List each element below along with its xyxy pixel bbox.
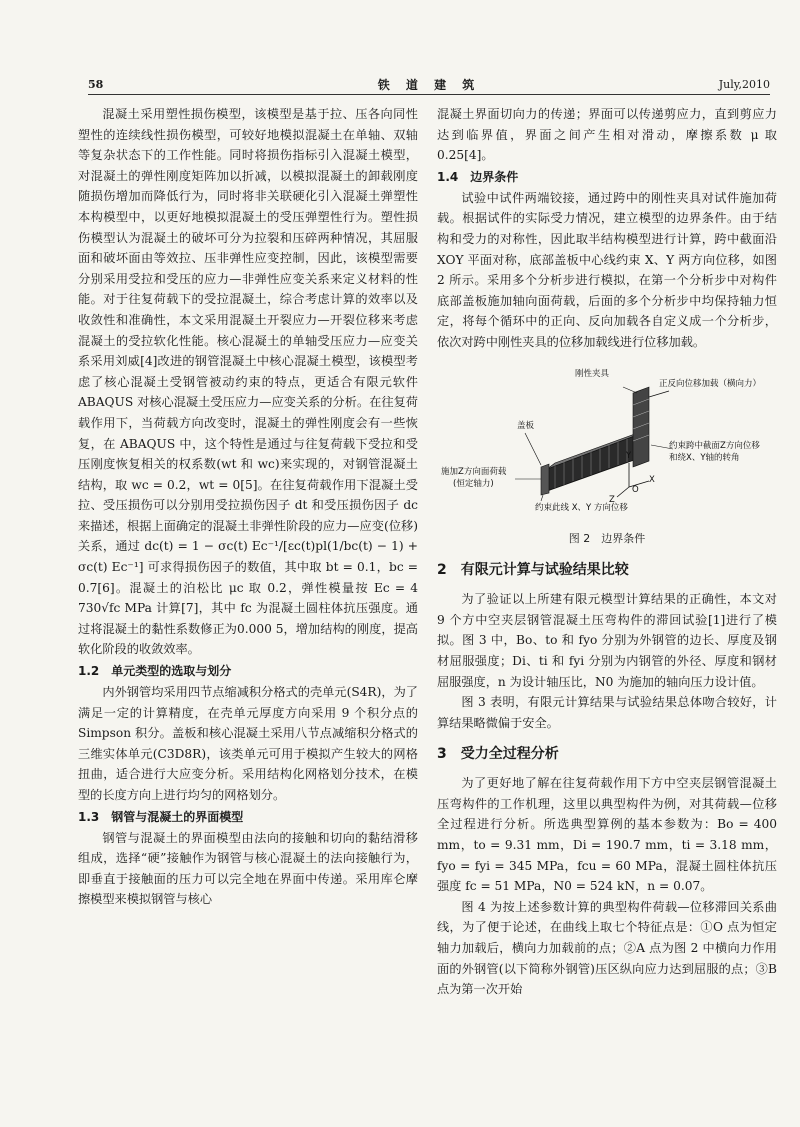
paragraph-boundary: 试验中试件两端铰接，通过跨中的刚性夹具对试件施加荷载。根据试件的实际受力情况，建立模型的边界条件。由于结构和受力的对称性，因此取半结构模型进行计算，跨中截面沿 XOY 平面对称，底部盖板中心线约束 X、Y 两方向位移，如图 2 所示。采用多个分析步进行模拟，在第一个分析步中对构件底部盖板施加轴向面荷载，后面的多个分析步中均保持轴力恒定，将每个循环中的正向、反向加载各自定义成一个分析步，依次对跨中刚性夹具的位移加载线进行位移加载。: [437, 190, 777, 349]
heading-1-2: 1.2 单元类型的选取与划分: [78, 664, 232, 679]
axis-x-label: X: [649, 474, 655, 485]
paragraph-validation: 为了验证以上所建有限元模型计算结果的正确性，本文对 9 个方中空夹层钢管混凝土压弯构件的滞回试验[1]进行了模拟。图 3 中，Bo、to 和 fyo 分别为外钢管的边长、厚度及钢材屈服强度；Di、ti 和 fyi 分别为内钢管的外径、厚度和钢材屈服强度，n 为设计轴压比，N0 为施加的轴向压力设计值。: [437, 592, 777, 689]
paragraph-interface-cont: 混凝土界面切向力的传递；界面可以传递剪应力，直到剪应力达到临界值，界面之间产生相对滑动，摩擦系数 μ 取 0.25[4]。: [437, 107, 777, 163]
label-midspan-1: 约束跨中截面Z方向位移: [669, 440, 760, 451]
issue-date: July,2010: [718, 78, 770, 91]
paragraph-full-process: 为了更好地了解在往复荷载作用下方中空夹层钢管混凝土压弯构件的工作机理，这里以典型构件为例，对其荷载—位移全过程进行分析。所选典型算例的基本参数为：Bo = 400 mm，to = 9.31 mm，Di = 190.7 mm，ti = 3.18 mm，fyo = fyi = 345 MPa，fcu = 60 MPa，混凝土圆柱体抗压强度 fc = 51 MPa，N0 = 524 kN，n = 0.07。: [437, 776, 777, 894]
axis-y-label: Y: [626, 450, 632, 461]
paragraph-damage-model: 混凝土采用塑性损伤模型，该模型是基于拉、压各向同性塑性的连续线性损伤模型，可较好地模拟混凝土在单轴、双轴等复杂状态下的工作性能。同时将损伤指标引入混凝土模型，对混凝土的弹性刚度矩阵加以折减，以模拟混凝土的卸载刚度随损伤增加而降低行为，同时将非关联硬化引入混凝土弹塑性本构模型中，以更好地模拟混凝土的受压弹塑性行为。塑性损伤模型认为混凝土的破坏可分为拉裂和压碎两种情况，其屈服面和破坏面由等效拉、压非弹性应变控制，因此，该模型需要分别采用受拉和受压的应力—非弹性应变关系来定义材料的性能。对于往复荷载下的受拉混凝土，综合考虑计算的效率以及收敛性和准确性，本文采用混凝土开裂应力—开裂位移来考虑混凝土的受拉软化性能。核心混凝土的单轴受压应力—应变关系采用刘威[4]改进的钢管混凝土中核心混凝土模型，该模型考虑了核心混凝土受钢管被动约束的特点，更适合有限元软件 ABAQUS 对核心混凝土受压应力—应变关系的分析。在往复荷载作用下，当荷载方向改变时，混凝土的弹性刚度会有一些恢复，在 ABAQUS 中，这个特性是通过与往复荷载下受拉和受压刚度恢复相关的权系数(wt 和 wc)来实现的，对钢管混凝土结构，取 wc = 0.2，wt = 0[5]。在往复荷载作用下混凝土受拉、受压损伤可以分别用受拉损伤因子 dt 和受压损伤因子 dc 来描述，根据上面确定的混凝土非弹性阶段的应力—应变(位移)关系，通过 dc(t) = 1 − σc(t) Ec⁻¹/[εc(t)pl(1/bc(t) − 1) + σc(t) Ec⁻¹] 可求得损伤因子的数值，其中取 bt = 0.1，bc = 0.7[6]。混凝土的泊松比 μc 取 0.2，弹性模量按 Ec = 4 730√fc MPa 计算[7]，其中 fc 为混凝土圆柱体抗压强度。通过将混凝土的黏性系数修正为0.000 5，增加结构的刚度，提高软化阶段的收敛效率。: [78, 107, 418, 657]
heading-2: 2 有限元计算与试验结果比较: [437, 562, 629, 579]
axis-z-label: Z: [609, 494, 615, 505]
heading-1-3: 1.3 钢管与混凝土的界面模型: [78, 809, 244, 824]
label-axial-1: 施加Z方向面荷载: [441, 466, 507, 477]
paragraph-element-type: 内外钢管均采用四节点缩减积分格式的壳单元(S4R)，为了满足一定的计算精度，在壳单元厚度方向采用 9 个积分点的 Simpson 积分。盖板和核心混凝土采用八节点减缩积分格式的三维实体单元(C3D8R)，该类单元可用于模拟产生较大的网格扭曲，适合进行大应变分析。采用结构化网格划分技术，在模型的长度方向上进行均匀的网格划分。: [78, 685, 418, 802]
paragraph-fig3-result: 图 3 表明，有限元计算结果与试验结果总体吻合较好，计算结果略微偏于安全。: [437, 695, 777, 730]
heading-1-4: 1.4 边界条件: [437, 169, 519, 184]
label-midspan-2: 和绕X、Y轴的转角: [669, 452, 740, 463]
label-rigid-clamp: 刚性夹具: [575, 368, 610, 379]
rigid-clamp: [633, 387, 649, 467]
paragraph-fig4-points: 图 4 为按上述参数计算的典型构件荷载—位移滞回关系曲线，为了便于论述，在曲线上取七个特征点是：①O 点为恒定轴力加载后，横向力加载前的点；②A 点为图 2 中横向力作用面的外钢管(以下简称外钢管)压区纵向应力达到屈服的点；③B 点为第一次开始: [437, 899, 777, 997]
axis-origin-label: O: [632, 484, 639, 495]
paragraph-interface-model: 钢管与混凝土的界面模型由法向的接触和切向的黏结滑移组成，选择“硬”接触作为钢管与核心混凝土的法向接触行为，即垂直于接触面的压力可以完全地在界面中传递。采用库仑摩擦模型来模拟钢管与核心: [78, 830, 418, 907]
page-number: 58: [88, 78, 104, 91]
figure-boundary-conditions: [437, 361, 777, 527]
page-header: [88, 70, 770, 95]
right-column: [437, 104, 777, 1000]
label-cover: 盖板: [517, 420, 535, 431]
label-axial-2: (恒定轴力): [453, 478, 494, 489]
left-column: [78, 104, 418, 910]
heading-3: 3 受力全过程分析: [437, 746, 559, 763]
label-xy: 约束此线 X、Y 方向位移: [535, 502, 628, 513]
figure-2-caption: 图 2 边界条件: [568, 531, 646, 545]
journal-title: 铁 道 建 筑: [377, 78, 481, 92]
cover-plate: [541, 464, 549, 495]
label-load: 正反向位移加载（横向力）: [659, 378, 762, 389]
